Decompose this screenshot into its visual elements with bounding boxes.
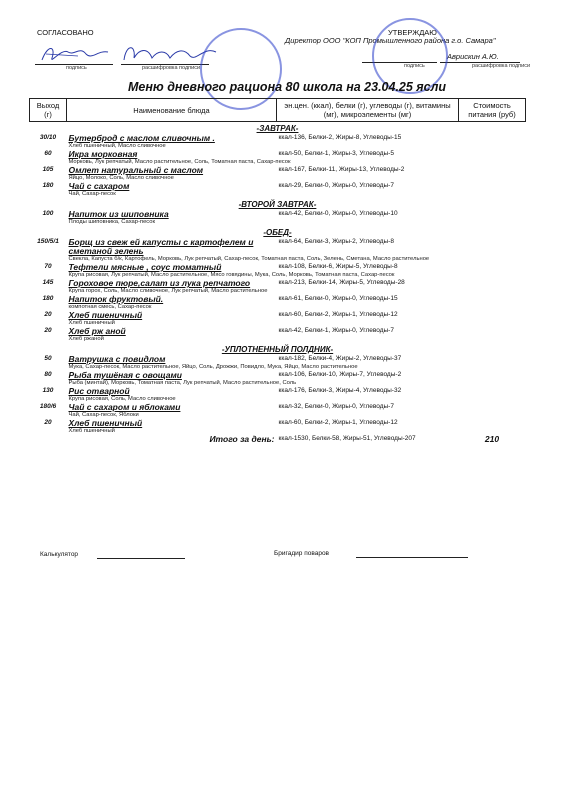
dish-cost	[459, 210, 526, 219]
dish-nutrition: ккал-60, Белки-2, Жиры-1, Углеводы-12	[278, 419, 398, 426]
dish-ingredients: компотная смесь, Сахар-песок	[68, 304, 152, 310]
total-nutrition: ккал-1530, Белки-58, Жиры-51, Углеводы-207	[278, 435, 416, 442]
dish-row	[30, 311, 526, 320]
ingredients-spacer	[30, 272, 67, 279]
page-title: Меню дневного рациона 80 школа на 23.04.25 ясли	[128, 80, 447, 94]
dish-ingredients: Хлеб ржаной	[68, 336, 104, 342]
dish-cost	[459, 263, 526, 272]
dish-out: 80	[44, 371, 52, 378]
dish-ingredients: Свекла, Капуста б/к, Картофель, Морковь, Лук репчатый, Сахар-песок, Томатная паста, Соль, Зелень, Сметана, Масло растительное	[68, 256, 430, 262]
calculator-label: Калькулятор	[40, 551, 79, 558]
dish-row	[30, 295, 526, 304]
dish-ingredients: Крупа рисовая, Лук репчатый, Масло растительное, Мясо говядины, Мука, Соль, Морковь, Томатная паста, Сахар-песок	[68, 272, 395, 278]
dish-cost	[459, 355, 526, 364]
dish-nutrition: ккал-42, Белки-0, Жиры-0, Углеводы-10	[278, 210, 398, 217]
dish-out: 20	[44, 327, 52, 334]
dish-cost	[459, 387, 526, 396]
ingredients-spacer	[30, 175, 67, 182]
dish-name: Чай с сахаром	[68, 181, 130, 191]
dish-ingredients: Хлеб пшеничный	[68, 428, 115, 434]
dish-name: Икра морковная	[68, 149, 138, 159]
dish-cost	[459, 166, 526, 175]
ingredients-spacer	[30, 191, 67, 198]
dish-out: 180/6	[39, 403, 57, 410]
calculator-line	[97, 558, 185, 559]
dish-cost	[459, 419, 526, 428]
dish-out: 105	[42, 166, 54, 173]
signature-caption-right-2: расшифровка подписи	[472, 63, 531, 69]
dish-nutrition: ккал-167, Белки-11, Жиры-13, Углеводы-2	[278, 166, 405, 173]
dish-ingredients: Хлеб пшеничный	[68, 320, 115, 326]
dish-cost	[459, 311, 526, 320]
dish-out: 50	[44, 355, 52, 362]
menu-body	[30, 122, 526, 445]
dish-ingredients: Яйцо, Молоко, Соль, Масло сливочное	[68, 175, 174, 181]
dish-out: 180	[42, 182, 54, 189]
dish-cost	[459, 182, 526, 191]
dish-name: Хлеб пшеничный	[68, 418, 143, 428]
dish-name: Ватрушка с повидлом	[68, 354, 166, 364]
section-title: -ОБЕД-	[263, 228, 292, 237]
ingredients-row	[30, 336, 526, 343]
total-spacer	[30, 435, 67, 444]
dish-nutrition: ккал-32, Белки-0, Жиры-0, Углеводы-7	[278, 403, 394, 410]
dish-ingredients: Хлеб пшеничный, Масло сливочное	[68, 143, 166, 149]
column-header-cost: Стоимость питания (руб)	[459, 99, 526, 122]
dish-row	[30, 371, 526, 380]
dish-row	[30, 403, 526, 412]
dish-ingredients: Крупа горох, Соль, Масло сливочное, Лук репчатый, Масло растительное	[68, 288, 268, 294]
dish-name: Гороховое пюре,салат из лука репчатого	[68, 278, 251, 288]
ingredients-spacer	[30, 336, 67, 343]
dish-name: Напиток из шиповника	[68, 209, 169, 219]
agreed-label: СОГЛАСОВАНО	[37, 28, 94, 37]
dish-nutrition: ккал-176, Белки-3, Жиры-4, Углеводы-32	[278, 387, 402, 394]
dish-ingredients: Крупа рисовая, Соль, Масло сливочное	[68, 396, 176, 402]
section-title: -ЗАВТРАК-	[256, 124, 299, 133]
dish-name: Бутерброд с маслом сливочным .	[68, 133, 215, 143]
ingredients-spacer	[30, 304, 67, 311]
ingredients-spacer	[30, 428, 67, 435]
dish-out: 20	[44, 311, 52, 318]
ingredients-spacer	[30, 159, 67, 166]
dish-cost	[459, 279, 526, 288]
dish-name: Тефтели мясные , соус томатный	[68, 262, 222, 272]
column-header-out: Выход (г)	[30, 99, 67, 122]
dish-row	[30, 238, 526, 256]
dish-row	[30, 419, 526, 428]
ingredients-row	[30, 191, 526, 198]
column-header-nutrition: эн.цен. (ккал), белки (г), углеводы (г), витамины (мг), микроэлементы (мг)	[277, 99, 459, 122]
dish-cost	[459, 327, 526, 336]
ingredients-spacer	[30, 256, 67, 263]
section-title: -УПЛОТНЕННЫЙ ПОЛДНИК-	[221, 345, 334, 354]
dish-out: 100	[42, 210, 54, 217]
dish-ingredients: Мука, Сахар-песок, Масло растительное, Яйцо, Соль, Дрожжи, Повидло, Мука, Яйцо, Масло растительное	[68, 364, 358, 370]
dish-row	[30, 166, 526, 175]
dish-ingredients: Плоды шиповника, Сахар-песок	[68, 219, 156, 225]
ingredients-spacer	[30, 396, 67, 403]
signature-caption-left-1: подпись	[66, 65, 87, 71]
dish-row	[30, 387, 526, 396]
dish-nutrition: ккал-29, Белки-0, Жиры-0, Углеводы-7	[278, 182, 394, 189]
dish-row	[30, 182, 526, 191]
dish-ingredients: Рыба (минтай), Морковь, Томатная паста, Лук репчатый, Масло растительное, Соль	[68, 380, 297, 386]
dish-nutrition: ккал-182, Белки-4, Жиры-2, Углеводы-37	[278, 355, 402, 362]
director-name: Аврискин А.Ю.	[447, 52, 499, 61]
ingredients-spacer	[30, 288, 67, 295]
dish-row	[30, 279, 526, 288]
dish-nutrition: ккал-61, Белки-0, Жиры-0, Углеводы-15	[278, 295, 398, 302]
ingredients-spacer	[30, 380, 67, 387]
ingredients-row	[30, 219, 526, 226]
dish-out: 150/5/1	[37, 238, 59, 245]
dish-nutrition: ккал-108, Белки-6, Жиры-5, Углеводы-8	[278, 263, 398, 270]
dish-name: Рыба тушёная с овощами	[68, 370, 182, 380]
dish-out: 70	[44, 263, 52, 270]
dish-row	[30, 134, 526, 143]
dish-nutrition: ккал-60, Белки-2, Жиры-1, Углеводы-12	[278, 311, 398, 318]
ingredients-spacer	[30, 364, 67, 371]
dish-ingredients: Чай, Сахар-песок, Яблоки	[68, 412, 139, 418]
brigadier-line	[356, 557, 468, 558]
total-label: Итого за день:	[209, 434, 275, 444]
dish-cost	[459, 371, 526, 380]
dish-nutrition: ккал-64, Белки-3, Жиры-2, Углеводы-8	[278, 238, 394, 245]
dish-out: 130	[42, 387, 54, 394]
ingredients-spacer	[30, 219, 67, 226]
table-header-row	[30, 99, 526, 122]
dish-ingredients: Чай, Сахар-песок	[68, 191, 116, 197]
dish-out: 60	[44, 150, 52, 157]
dish-row	[30, 150, 526, 159]
dish-name: Рис отварной	[68, 386, 130, 396]
dish-nutrition: ккал-213, Белки-14, Жиры-5, Углеводы-28	[278, 279, 405, 286]
dish-name: Чай с сахаром и яблоками	[68, 402, 181, 412]
dish-row	[30, 327, 526, 336]
approved-label: УТВЕРЖДАЮ	[388, 28, 437, 37]
dish-nutrition: ккал-106, Белки-10, Жиры-7, Углеводы-2	[278, 371, 402, 378]
dish-out: 180	[42, 295, 54, 302]
dish-nutrition: ккал-136, Белки-2, Жиры-8, Углеводы-15	[278, 134, 402, 141]
ingredients-spacer	[30, 143, 67, 150]
dish-row	[30, 263, 526, 272]
section-title: -ВТОРОЙ ЗАВТРАК-	[238, 200, 317, 209]
dish-ingredients: Морковь, Лук репчатый, Масло растительное, Соль, Томатная паста, Сахар-песок	[68, 159, 291, 165]
dish-cost	[459, 238, 526, 256]
director-title: Директор ООО "КОП Промышленного района г.о. Самара"	[285, 36, 496, 45]
dish-cost	[459, 403, 526, 412]
dish-name: Хлеб рж аной	[68, 326, 126, 336]
dish-out: 145	[42, 279, 54, 286]
dish-row	[30, 355, 526, 364]
dish-cost	[459, 150, 526, 159]
ingredients-spacer	[30, 412, 67, 419]
total-row	[30, 435, 526, 444]
handwritten-signature-left	[38, 42, 113, 66]
dish-out: 30/10	[39, 134, 57, 141]
dish-row	[30, 210, 526, 219]
column-header-name: Наименование блюда	[67, 99, 277, 122]
dish-nutrition: ккал-50, Белки-1, Жиры-3, Углеводы-5	[278, 150, 394, 157]
dish-name: Напиток фруктовый.	[68, 294, 164, 304]
menu-table	[29, 98, 526, 444]
dish-out: 20	[44, 419, 52, 426]
dish-nutrition: ккал-42, Белки-1, Жиры-0, Углеводы-7	[278, 327, 394, 334]
brigadier-label: Бригадир поваров	[274, 550, 330, 557]
ingredients-spacer	[30, 320, 67, 327]
signature-caption-left-2: расшифровка подписи	[142, 65, 201, 71]
signature-caption-right-1: подпись	[404, 63, 425, 69]
dish-name: Омлет натуральный с маслом	[68, 165, 204, 175]
ingredients-row	[30, 428, 526, 435]
dish-cost	[459, 295, 526, 304]
dish-name: Борщ из свеж ей капусты с картофелем и сметаной зелень	[68, 237, 254, 256]
dish-cost	[459, 134, 526, 143]
total-cost: 210	[484, 434, 500, 444]
dish-name: Хлеб пшеничный	[68, 310, 143, 320]
